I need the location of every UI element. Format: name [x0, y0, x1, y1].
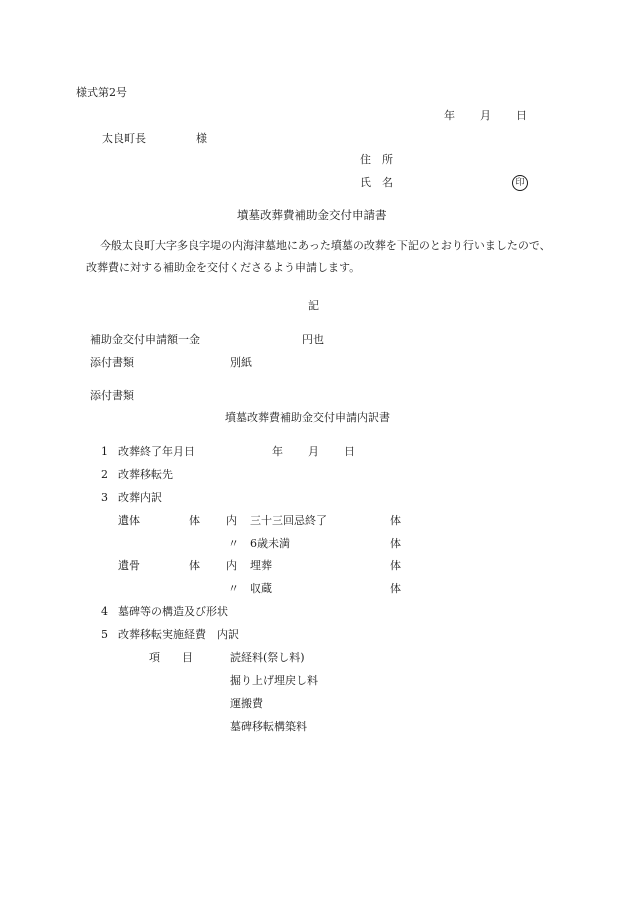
remains-count-unit: 体	[390, 582, 401, 595]
remains-count-unit: 体	[390, 559, 401, 572]
item-number: 3	[101, 491, 108, 504]
body-text: 今般太良町大字多良字堤の内海津墓地にあった墳墓の改葬を下記のとおり行いましたので、改葬費に対する補助金を交付くださるよう申請します。	[86, 239, 551, 274]
item-number: 5	[101, 628, 108, 641]
attachments-value: 別紙	[230, 356, 252, 369]
remains-inner: 内	[226, 514, 237, 527]
item-label: 改葬内訳	[118, 491, 162, 504]
document-title: 墳墓改葬費補助金交付申請書	[237, 208, 387, 222]
recipient-title: 太良町長	[102, 132, 146, 145]
body-paragraph	[86, 235, 556, 279]
remains-desc: 収蔵	[250, 582, 272, 595]
seal-mark: 印	[512, 175, 528, 191]
ki-label: 記	[308, 299, 319, 312]
remains-inner: 内	[226, 559, 237, 572]
expense-row: 読経料(祭し料)	[230, 651, 305, 664]
item-label: 墓碑等の構造及び形状	[118, 605, 228, 618]
ditto-mark: 〃	[228, 537, 239, 550]
attachments-heading: 添付書類	[90, 389, 134, 402]
address-label: 住 所	[360, 153, 393, 166]
date-month-label: 月	[480, 109, 491, 122]
amount-label: 補助金交付申請額一金	[90, 333, 200, 346]
remains-unit: 体	[189, 514, 200, 527]
item1-month-label: 月	[308, 445, 319, 458]
remains-unit: 体	[189, 559, 200, 572]
expense-row: 掘り上げ埋戻し料	[230, 674, 318, 687]
remains-desc: 6歳未満	[250, 537, 290, 550]
date-day-label: 日	[516, 109, 527, 122]
item-number: 4	[101, 605, 108, 618]
item-label: 改葬移転実施経費 内訳	[118, 628, 239, 641]
item1-day-label: 日	[344, 445, 355, 458]
remains-type-body: 遺体	[118, 514, 140, 527]
recipient-honorific: 様	[196, 132, 207, 145]
item-number: 1	[101, 445, 108, 458]
remains-count-unit: 体	[390, 514, 401, 527]
amount-unit: 円也	[302, 333, 324, 346]
item-label: 改葬移転先	[118, 468, 173, 481]
remains-count-unit: 体	[390, 537, 401, 550]
item-label: 改葬終了年月日	[118, 445, 195, 458]
expense-row: 運搬費	[230, 697, 263, 710]
remains-desc: 三十三回忌終了	[250, 514, 327, 527]
item1-year-label: 年	[272, 445, 283, 458]
item-number: 2	[101, 468, 108, 481]
attachments-label: 添付書類	[90, 356, 134, 369]
expense-row: 墓碑移転構築料	[230, 720, 307, 733]
remains-type-bones: 遺骨	[118, 559, 140, 572]
name-label: 氏 名	[360, 176, 393, 189]
ditto-mark: 〃	[228, 582, 239, 595]
breakdown-title: 墳墓改葬費補助金交付申請内訳書	[225, 411, 390, 424]
date-year-label: 年	[444, 109, 455, 122]
expenses-header-item: 項 目	[149, 651, 193, 664]
form-number: 様式第2号	[76, 86, 127, 99]
remains-desc: 埋葬	[250, 559, 272, 572]
